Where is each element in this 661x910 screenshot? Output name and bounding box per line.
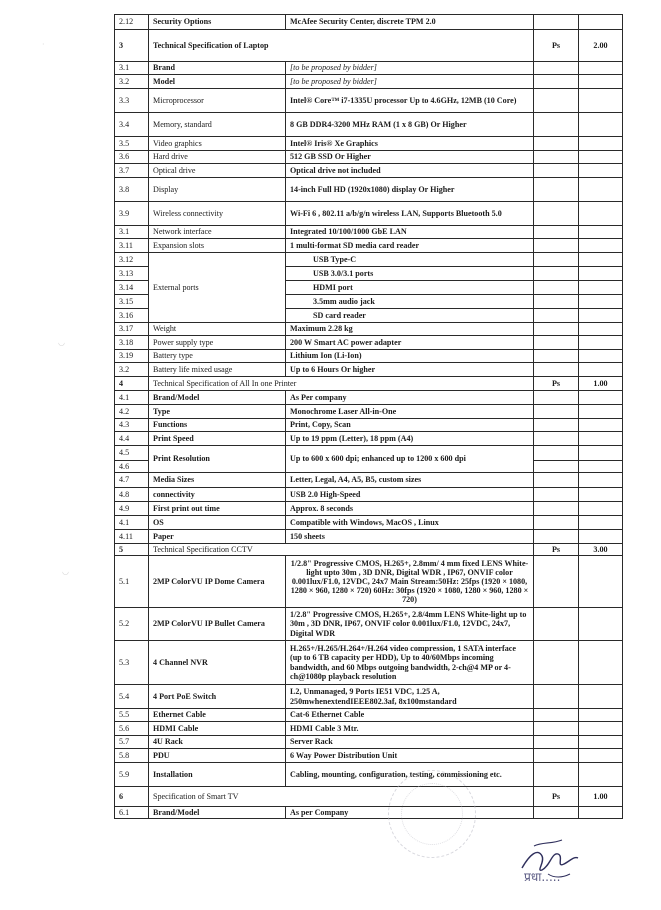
item-name-cell: Model <box>149 75 286 89</box>
quantity-cell <box>579 281 623 295</box>
table-row <box>115 151 623 164</box>
unit-cell <box>534 323 579 336</box>
unit-cell <box>534 137 579 151</box>
unit-cell <box>534 391 579 405</box>
unit-cell <box>534 446 579 461</box>
unit-cell <box>534 502 579 516</box>
unit-cell <box>534 202 579 226</box>
table-row <box>115 391 623 405</box>
unit-cell <box>534 253 579 267</box>
quantity-cell <box>579 641 623 685</box>
item-number-cell: 4.1 <box>115 391 149 405</box>
table-row <box>115 608 623 641</box>
item-number-cell: 3.13 <box>115 267 149 281</box>
specification-cell: Up to 19 ppm (Letter), 18 ppm (A4) <box>286 432 534 446</box>
unit-cell: Ps <box>534 544 579 556</box>
section-heading-cell: Technical Specification CCTV <box>149 544 534 556</box>
specification-cell: SD card reader <box>286 309 534 323</box>
table-row <box>115 473 623 488</box>
item-number-cell: 5 <box>115 544 149 556</box>
unit-cell <box>534 295 579 309</box>
quantity-cell <box>579 164 623 178</box>
section-heading-cell: Technical Specification of Laptop <box>149 30 534 62</box>
quantity-cell <box>579 530 623 544</box>
unit-cell <box>534 807 579 819</box>
table-row <box>115 641 623 685</box>
specification-cell: USB 3.0/3.1 ports <box>286 267 534 281</box>
item-number-cell: 3.1 <box>115 226 149 239</box>
quantity-cell <box>579 267 623 281</box>
specification-table <box>114 14 623 819</box>
unit-cell <box>534 432 579 446</box>
unit-cell <box>534 62 579 75</box>
item-number-cell: 3.17 <box>115 323 149 336</box>
quantity-cell: 3.00 <box>579 544 623 556</box>
specification-cell: Compatible with Windows, MacOS , Linux <box>286 516 534 530</box>
item-name-cell: Microprocessor <box>149 89 286 113</box>
item-number-cell: 3.4 <box>115 113 149 137</box>
item-number-cell: 3.3 <box>115 89 149 113</box>
unit-cell <box>534 178 579 202</box>
quantity-cell: 1.00 <box>579 787 623 807</box>
table-row <box>115 377 623 391</box>
item-name-cell: PDU <box>149 749 286 763</box>
scan-speck: · <box>42 40 45 49</box>
table-row <box>115 556 623 608</box>
item-number-cell: 3.12 <box>115 253 149 267</box>
item-name-cell: Wireless connectivity <box>149 202 286 226</box>
table-row <box>115 530 623 544</box>
specification-cell: As per Company <box>286 807 534 819</box>
table-row <box>115 178 623 202</box>
item-number-cell: 5.2 <box>115 608 149 641</box>
item-name-cell: Paper <box>149 530 286 544</box>
quantity-cell <box>579 75 623 89</box>
item-number-cell: 3.2 <box>115 75 149 89</box>
specification-cell: 150 sheets <box>286 530 534 544</box>
unit-cell <box>534 419 579 432</box>
unit-cell: Ps <box>534 377 579 391</box>
quantity-cell <box>579 62 623 75</box>
item-name-cell: Power supply type <box>149 336 286 350</box>
item-number-cell: 3 <box>115 30 149 62</box>
unit-cell <box>534 75 579 89</box>
table-row <box>115 807 623 819</box>
specification-cell: Cabling, mounting, configuration, testing, commissioning etc. <box>286 763 534 787</box>
table-row <box>115 419 623 432</box>
item-name-cell: Battery type <box>149 350 286 363</box>
section-heading-cell: Technical Specification of All In one Printer <box>149 377 534 391</box>
unit-cell <box>534 309 579 323</box>
table-row <box>115 113 623 137</box>
item-name-cell: Type <box>149 405 286 419</box>
item-name-cell: First print out time <box>149 502 286 516</box>
table-row <box>115 446 623 461</box>
item-number-cell: 5.9 <box>115 763 149 787</box>
specification-cell: 14-inch Full HD (1920x1080) display Or Higher <box>286 178 534 202</box>
unit-cell <box>534 749 579 763</box>
specification-table-body <box>115 15 623 819</box>
table-row <box>115 30 623 62</box>
item-number-cell: 4.4 <box>115 432 149 446</box>
specification-cell: L2, Unmanaged, 9 Ports IE51 VDC, 1.25 A, 250mwhenextendIEEE802.3af, 8x100mstandard <box>286 685 534 709</box>
specification-cell: Maximum 2.28 kg <box>286 323 534 336</box>
unit-cell <box>534 267 579 281</box>
item-number-cell: 5.3 <box>115 641 149 685</box>
item-name-cell: 2MP ColorVU IP Bullet Camera <box>149 608 286 641</box>
table-row <box>115 432 623 446</box>
item-number-cell: 4.3 <box>115 419 149 432</box>
unit-cell <box>534 473 579 488</box>
table-row <box>115 253 623 267</box>
unit-cell <box>534 363 579 377</box>
specification-cell: Cat-6 Ethernet Cable <box>286 709 534 722</box>
table-row <box>115 685 623 709</box>
table-row <box>115 363 623 377</box>
quantity-cell <box>579 239 623 253</box>
specification-cell: H.265+/H.265/H.264+/H.264 video compression, 1 SATA interface (up to 6 TB capacity per HDD), Up to 40/60Mbps incoming bandwidth, and 60 Mbps outgoing bandwidth, 2-ch@4 MP or 4-ch@1080p playback resolution <box>286 641 534 685</box>
unit-cell: Ps <box>534 30 579 62</box>
item-name-cell: External ports <box>149 253 286 323</box>
table-row <box>115 15 623 30</box>
specification-cell: 6 Way Power Distribution Unit <box>286 749 534 763</box>
quantity-cell <box>579 446 623 461</box>
specification-cell: Intel® Iris® Xe Graphics <box>286 137 534 151</box>
quantity-cell: 1.00 <box>579 377 623 391</box>
table-row <box>115 164 623 178</box>
signature-designation: प्रधा..... <box>524 870 561 884</box>
item-number-cell: 4.2 <box>115 405 149 419</box>
item-name-cell: Optical drive <box>149 164 286 178</box>
table-row <box>115 75 623 89</box>
office-seal <box>388 770 476 858</box>
item-name-cell: Installation <box>149 763 286 787</box>
item-name-cell: Functions <box>149 419 286 432</box>
table-row <box>115 709 623 722</box>
quantity-cell <box>579 113 623 137</box>
quantity-cell <box>579 350 623 363</box>
office-seal-inner-ring <box>401 783 463 845</box>
quantity-cell <box>579 736 623 749</box>
item-number-cell: 2.12 <box>115 15 149 30</box>
unit-cell <box>534 89 579 113</box>
specification-cell: Print, Copy, Scan <box>286 419 534 432</box>
table-row <box>115 736 623 749</box>
unit-cell <box>534 151 579 164</box>
item-name-cell: Network interface <box>149 226 286 239</box>
specification-cell: 8 GB DDR4-3200 MHz RAM (1 x 8 GB) Or Higher <box>286 113 534 137</box>
unit-cell <box>534 226 579 239</box>
quantity-cell <box>579 488 623 502</box>
specification-cell: HDMI Cable 3 Mtr. <box>286 722 534 736</box>
item-number-cell: 4.8 <box>115 488 149 502</box>
quantity-cell <box>579 461 623 473</box>
table-row <box>115 787 623 807</box>
quantity-cell <box>579 749 623 763</box>
table-row <box>115 323 623 336</box>
unit-cell <box>534 722 579 736</box>
section-heading-cell: Specification of Smart TV <box>149 787 534 807</box>
table-row <box>115 239 623 253</box>
unit-cell <box>534 763 579 787</box>
specification-cell: Integrated 10/100/1000 GbE LAN <box>286 226 534 239</box>
specification-cell: Letter, Legal, A4, A5, B5, custom sizes <box>286 473 534 488</box>
quantity-cell <box>579 151 623 164</box>
item-name-cell: HDMI Cable <box>149 722 286 736</box>
item-number-cell: 3.18 <box>115 336 149 350</box>
specification-cell: Optical drive not included <box>286 164 534 178</box>
item-name-cell: Security Options <box>149 15 286 30</box>
item-name-cell: connectivity <box>149 488 286 502</box>
table-row <box>115 226 623 239</box>
scan-mark: ◡ <box>58 338 65 347</box>
item-number-cell: 5.8 <box>115 749 149 763</box>
item-number-cell: 4 <box>115 377 149 391</box>
unit-cell <box>534 405 579 419</box>
specification-cell: Server Rack <box>286 736 534 749</box>
unit-cell <box>534 736 579 749</box>
quantity-cell <box>579 336 623 350</box>
item-number-cell: 3.11 <box>115 239 149 253</box>
item-number-cell: 3.6 <box>115 151 149 164</box>
table-row <box>115 137 623 151</box>
quantity-cell: 2.00 <box>579 30 623 62</box>
scan-mark: ◡ <box>62 567 69 576</box>
quantity-cell <box>579 226 623 239</box>
table-row <box>115 749 623 763</box>
quantity-cell <box>579 685 623 709</box>
quantity-cell <box>579 253 623 267</box>
quantity-cell <box>579 709 623 722</box>
specification-cell: HDMI port <box>286 281 534 295</box>
item-number-cell: 6.1 <box>115 807 149 819</box>
specification-cell: Approx. 8 seconds <box>286 502 534 516</box>
item-name-cell: 4U Rack <box>149 736 286 749</box>
item-number-cell: 4.7 <box>115 473 149 488</box>
specification-cell: 1 multi-format SD media card reader <box>286 239 534 253</box>
quantity-cell <box>579 807 623 819</box>
table-row <box>115 516 623 530</box>
quantity-cell <box>579 89 623 113</box>
quantity-cell <box>579 405 623 419</box>
item-number-cell: 4.1 <box>115 516 149 530</box>
item-number-cell: 3.5 <box>115 137 149 151</box>
specification-cell: Intel® Core™ i7-1335U processor Up to 4.6GHz, 12MB (10 Core) <box>286 89 534 113</box>
quantity-cell <box>579 363 623 377</box>
item-number-cell: 5.7 <box>115 736 149 749</box>
quantity-cell <box>579 608 623 641</box>
item-number-cell: 4.9 <box>115 502 149 516</box>
specification-cell: As Per company <box>286 391 534 405</box>
quantity-cell <box>579 502 623 516</box>
table-row <box>115 89 623 113</box>
item-name-cell: Expansion slots <box>149 239 286 253</box>
specification-cell: USB 2.0 High-Speed <box>286 488 534 502</box>
specification-cell: 512 GB SSD Or Higher <box>286 151 534 164</box>
table-row <box>115 202 623 226</box>
item-number-cell: 3.1 <box>115 62 149 75</box>
item-name-cell: Video graphics <box>149 137 286 151</box>
item-number-cell: 3.16 <box>115 309 149 323</box>
unit-cell <box>534 556 579 608</box>
item-name-cell: Battery life mixed usage <box>149 363 286 377</box>
unit-cell <box>534 461 579 473</box>
item-name-cell: Brand <box>149 62 286 75</box>
table-row <box>115 544 623 556</box>
item-name-cell: Brand/Model <box>149 391 286 405</box>
table-row <box>115 763 623 787</box>
item-number-cell: 4.6 <box>115 461 149 473</box>
specification-cell: Up to 6 Hours Or higher <box>286 363 534 377</box>
table-row <box>115 336 623 350</box>
specification-cell: 1/2.8" Progressive CMOS, H.265+, 2.8/4mm LENS White-light up to 30m , 3D DNR, IP67, ONVIF color 0.001lux/F1.0, 12VDC, 24x7, Digital WDR <box>286 608 534 641</box>
unit-cell <box>534 281 579 295</box>
quantity-cell <box>579 516 623 530</box>
unit-cell <box>534 15 579 30</box>
item-number-cell: 6 <box>115 787 149 807</box>
specification-cell: Wi-Fi 6 , 802.11 a/b/g/n wireless LAN, Supports Bluetooth 5.0 <box>286 202 534 226</box>
item-name-cell: Ethernet Cable <box>149 709 286 722</box>
item-name-cell: Hard drive <box>149 151 286 164</box>
item-name-cell: Memory, standard <box>149 113 286 137</box>
quantity-cell <box>579 473 623 488</box>
table-row <box>115 405 623 419</box>
unit-cell <box>534 488 579 502</box>
item-name-cell: Print Speed <box>149 432 286 446</box>
item-number-cell: 5.5 <box>115 709 149 722</box>
quantity-cell <box>579 419 623 432</box>
quantity-cell <box>579 137 623 151</box>
specification-cell: USB Type-C <box>286 253 534 267</box>
table-row <box>115 488 623 502</box>
item-number-cell: 3.2 <box>115 363 149 377</box>
table-row <box>115 350 623 363</box>
item-number-cell: 5.1 <box>115 556 149 608</box>
specification-cell: Up to 600 x 600 dpi; enhanced up to 1200 x 600 dpi <box>286 446 534 473</box>
item-name-cell: Media Sizes <box>149 473 286 488</box>
item-number-cell: 3.7 <box>115 164 149 178</box>
specification-cell: McAfee Security Center, discrete TPM 2.0 <box>286 15 534 30</box>
specification-cell: Lithium Ion (Li-Ion) <box>286 350 534 363</box>
quantity-cell <box>579 178 623 202</box>
unit-cell <box>534 164 579 178</box>
unit-cell <box>534 608 579 641</box>
unit-cell <box>534 516 579 530</box>
specification-cell: 3.5mm audio jack <box>286 295 534 309</box>
quantity-cell <box>579 15 623 30</box>
quantity-cell <box>579 556 623 608</box>
quantity-cell <box>579 309 623 323</box>
quantity-cell <box>579 763 623 787</box>
item-name-cell: Display <box>149 178 286 202</box>
quantity-cell <box>579 323 623 336</box>
quantity-cell <box>579 202 623 226</box>
table-row <box>115 502 623 516</box>
table-row <box>115 722 623 736</box>
item-name-cell: Weight <box>149 323 286 336</box>
item-number-cell: 5.4 <box>115 685 149 709</box>
item-number-cell: 5.6 <box>115 722 149 736</box>
specification-cell: 200 W Smart AC power adapter <box>286 336 534 350</box>
specification-cell: [to be proposed by bidder] <box>286 75 534 89</box>
item-number-cell: 3.9 <box>115 202 149 226</box>
item-number-cell: 3.15 <box>115 295 149 309</box>
specification-cell: [to be proposed by bidder] <box>286 62 534 75</box>
specification-cell: Monochrome Laser All-in-One <box>286 405 534 419</box>
unit-cell <box>534 113 579 137</box>
unit-cell <box>534 685 579 709</box>
unit-cell <box>534 350 579 363</box>
unit-cell <box>534 336 579 350</box>
quantity-cell <box>579 432 623 446</box>
specification-cell: 1/2.8" Progressive CMOS, H.265+, 2.8mm/ 4 mm fixed LENS White-light upto 30m , 3D DNR, Digital WDR , IP67, ONVIF color 0.001lux/F1.0, 12VDC, 24x7 Main Stream:50Hz: 25fps (1920 × 1080, 1280 × 960, 1280 × 720) 60Hz: 30fps (1920 × 1080, 1280 × 960, 1280 × 720) <box>286 556 534 608</box>
item-name-cell: 2MP ColorVU IP Dome Camera <box>149 556 286 608</box>
unit-cell <box>534 239 579 253</box>
item-name-cell: 4 Port PoE Switch <box>149 685 286 709</box>
item-name-cell: OS <box>149 516 286 530</box>
table-row <box>115 62 623 75</box>
item-name-cell: 4 Channel NVR <box>149 641 286 685</box>
item-number-cell: 3.8 <box>115 178 149 202</box>
unit-cell <box>534 641 579 685</box>
item-name-cell: Print Resolution <box>149 446 286 473</box>
unit-cell: Ps <box>534 787 579 807</box>
unit-cell <box>534 530 579 544</box>
item-name-cell: Brand/Model <box>149 807 286 819</box>
quantity-cell <box>579 391 623 405</box>
unit-cell <box>534 709 579 722</box>
item-number-cell: 3.14 <box>115 281 149 295</box>
quantity-cell <box>579 295 623 309</box>
quantity-cell <box>579 722 623 736</box>
item-number-cell: 4.11 <box>115 530 149 544</box>
item-number-cell: 4.5 <box>115 446 149 461</box>
item-number-cell: 3.19 <box>115 350 149 363</box>
